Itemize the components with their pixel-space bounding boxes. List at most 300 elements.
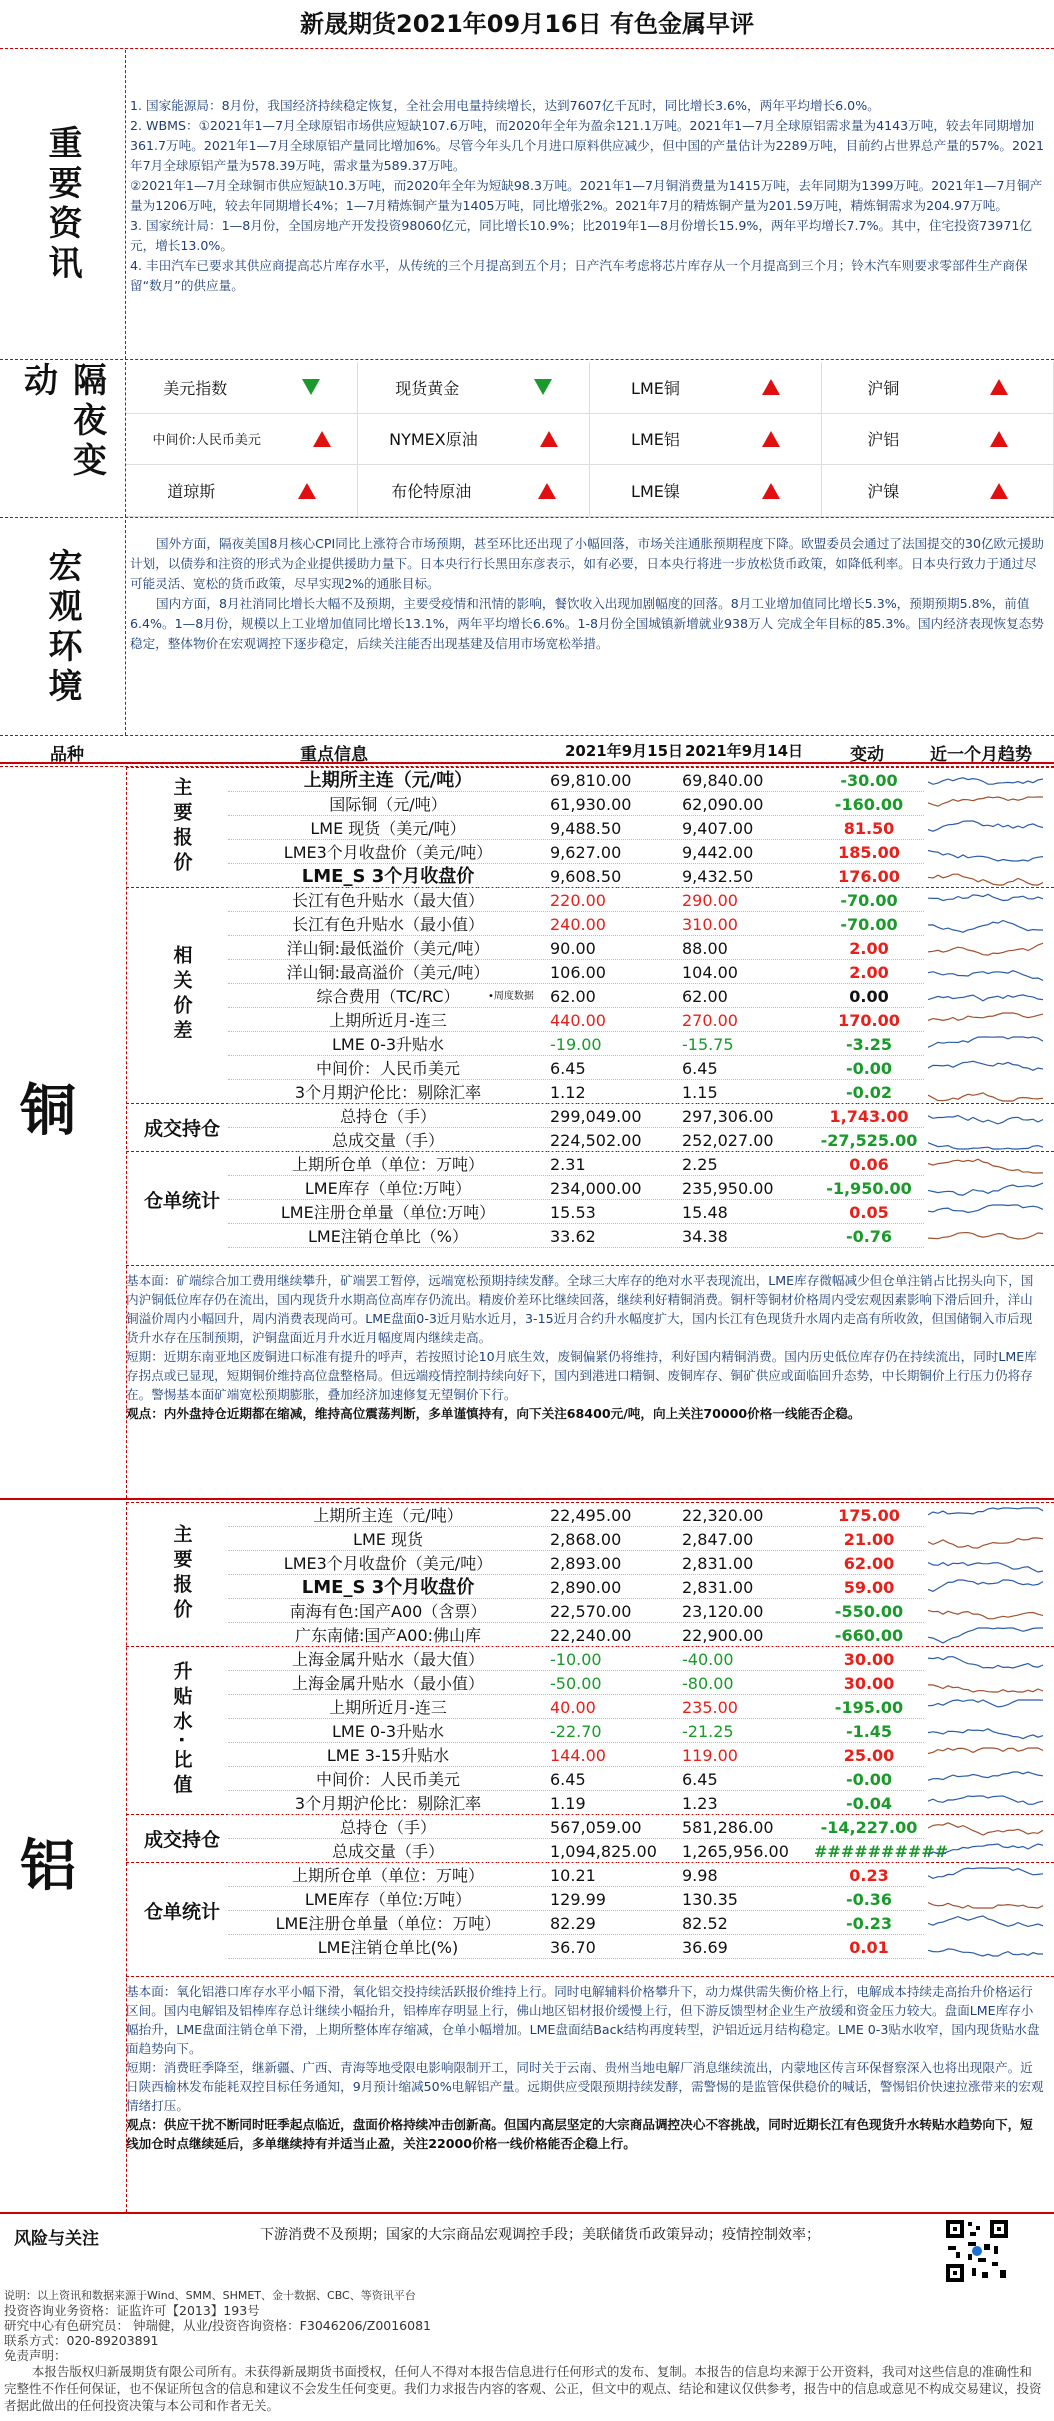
trend-sparkline (928, 939, 1046, 959)
row-label: 长江有色升贴水（最小值） (291, 915, 484, 934)
value-change: -70.00 (840, 891, 898, 910)
value-date1: 9,627.00 (550, 843, 622, 862)
news-item: 2. WBMS：①2021年1—7月全球原铝市场供应短缺107.6万吨，而2020年全年为盈余121.1万吨。2021年1—7月全球原铝需求量为4143万吨，较去年同期增加361.7万吨。2021年1—7月全球原铝产量同比增加6%。尽管今年头几个月进口原料供应减少，但中国的产量估计为2289万吨，目前约占世界总产量的57%。2021年7月全球原铝产量为578.39万吨，需求量为589.37万吨。 (130, 118, 1045, 173)
value-date2: 9,407.00 (682, 819, 754, 838)
table-row (228, 1009, 924, 1032)
sparkline-line (928, 943, 1043, 955)
overnight-item-label: 布伦特原油 (391, 482, 472, 502)
value-date2: 82.52 (682, 1914, 728, 1933)
row-label: 洋山铜:最高溢价（美元/吨） (286, 963, 490, 982)
macro-section (0, 520, 1054, 736)
value-date1: 61,930.00 (550, 795, 632, 814)
value-date1: 40.00 (550, 1698, 596, 1717)
trend-sparkline (928, 1866, 1046, 1886)
sparkline-line (928, 1729, 1043, 1739)
table-row (228, 1696, 924, 1719)
trend-sparkline (928, 1794, 1046, 1814)
value-date2: 235,950.00 (682, 1179, 774, 1198)
sparkline-line (928, 1013, 1043, 1020)
value-date2: 34.38 (682, 1227, 728, 1246)
risk-section (0, 2216, 1054, 2286)
value-date2: 9.98 (682, 1866, 718, 1885)
table-row (228, 1816, 924, 1839)
value-date2: 1,265,956.00 (682, 1842, 789, 1861)
arrow-up-icon (762, 431, 780, 447)
value-date2: 62.00 (682, 987, 728, 1006)
table-row (228, 1201, 924, 1224)
table-row (228, 1624, 924, 1647)
overnight-item-label: 沪铝 (867, 430, 900, 450)
value-date2: 235.00 (682, 1698, 738, 1717)
footer-analyst: 研究中心有色研究员： 钟瑞健，从业/投资咨询资格：F3046206/Z0016081 (4, 2318, 431, 2333)
value-change: 175.00 (838, 1506, 900, 1525)
trend-sparkline (928, 1011, 1046, 1031)
trend-sparkline (928, 1746, 1046, 1766)
macro-paragraph: 国内方面，8月社消同比增长大幅不及预期，主要受疫情和汛情的影响，餐饮收入出现加剧幅度的回落。8月工业增加值同比增长5.3%，预期预期5.8%，前值6.4%。1—8月份，规模以上工业增加值同比增长13.1%，两年平均增长6.6%。1-8月份全国城镇新增就业938万人 完成全年目标的85.3%。国内经济表现恢复态势稳定，整体物价在宏观调控下逐步稳定，后续关注能否出现基建及信用市场宽松举措。 (130, 596, 1044, 651)
footer-license: 投资咨询业务资格：证监许可【2013】193号 (4, 2303, 260, 2318)
value-date2: 15.48 (682, 1203, 728, 1222)
trend-sparkline (928, 1770, 1046, 1790)
value-change: 0.00 (849, 987, 889, 1006)
value-date1: 106.00 (550, 963, 606, 982)
row-label: 上海金属升贴水（最小值） (291, 1674, 484, 1693)
value-date1: 220.00 (550, 891, 606, 910)
row-label: 上期所近月-连三 (329, 1011, 447, 1030)
arrow-up-icon (762, 483, 780, 499)
row-label: 上期所主连（元/吨） (303, 770, 473, 791)
arrow-down-icon (302, 379, 320, 395)
row-label: LME注册仓单量（单位:万吨） (280, 1203, 496, 1222)
value-date2: 297,306.00 (682, 1107, 774, 1126)
copper-label: 铜 (20, 1079, 76, 1144)
qr-code-icon (944, 2218, 1010, 2284)
table-row (228, 889, 924, 912)
macro-paragraph: 国外方面，隔夜美国8月核心CPI同比上涨符合市场预期，甚至环比还出现了小幅回落，市场关注通胀预期程度下降。欧盟委员会通过了法国提交的30亿欧元援助计划，以债券和注资的形式为企业提供援助力量下。日本央行行长黑田东彦表示，如有必要，日本央行将进一步放松货币政策，如降低利率。日本央行致力于通过尽可能灵活、宽松的货币政策，尽早实现2%的通胀目标。 (130, 536, 1044, 591)
overnight-item-label: 沪铜 (867, 378, 900, 398)
value-date2: 88.00 (682, 939, 728, 958)
trend-sparkline (928, 1626, 1046, 1646)
row-label: 广东南储:国产A00:佛山库 (294, 1626, 482, 1645)
value-date1: 6.45 (550, 1059, 586, 1078)
commentary-paragraph: 短期：消费旺季降至，继新疆、广西、青海等地受限电影响限制开工，同时关于云南、贵州当地电解厂消息继续流出，内蒙地区传言环保督察深入也将出现限产。近日陕西榆林发布能耗双控目标任务通知，9月预计缩减50%电解铝产量。远期供应受限预期持续发酵，需警惕的是监管保供稳价的喊话，警惕铝价快速拉涨带来的宏观情绪打压。 (126, 2060, 1044, 2113)
row-label: 3个月期沪伦比：剔除汇率 (294, 1794, 482, 1813)
sparkline-line (928, 1628, 1043, 1643)
row-label: LME注册仓单量（单位：万吨） (275, 1914, 501, 1933)
sparkline-line (928, 1037, 1043, 1047)
table-row (228, 1744, 924, 1767)
trend-sparkline (928, 1059, 1046, 1079)
value-date1: 36.70 (550, 1938, 596, 1957)
trend-sparkline (928, 867, 1046, 887)
arrow-up-icon (990, 483, 1008, 499)
group-label-text: 成交持仓 (143, 1117, 220, 1140)
news-item: ②2021年1—7月全球铜市供应短缺10.3万吨，而2020年全年为短缺98.3万吨。2021年1—7月铜消费量为1415万吨，去年同期为1399万吨。2021年1—7月铜产量为1206万吨，较去年同期增长4%；1—7月精炼铜产量为1405万吨，同比增张2%。2021年7月的精炼铜产量为201.59万吨，精炼铜需求为204.97万吨。 (130, 178, 1043, 213)
value-date1: 2,890.00 (550, 1578, 622, 1597)
table-row (228, 1936, 924, 1959)
value-change: -70.00 (840, 915, 898, 934)
arrow-up-icon (990, 431, 1008, 447)
row-label: 洋山铜:最低溢价（美元/吨） (286, 939, 490, 958)
value-date1: 90.00 (550, 939, 596, 958)
value-date2: 270.00 (682, 1011, 738, 1030)
news-item: 4. 丰田汽车已要求其供应商提高芯片库存水平，从传统的三个月提高到五个月；日产汽车考虑将芯片库存从一个月提高到三个月；铃木汽车则要求零部件生产商保留“数月”的供应量。 (130, 258, 1028, 293)
value-date2: 2,831.00 (682, 1578, 754, 1597)
value-date1: 22,240.00 (550, 1626, 632, 1645)
value-change: ########## (814, 1842, 949, 1861)
sparkline-line (928, 1868, 1043, 1878)
value-date1: 6.45 (550, 1770, 586, 1789)
row-label: 上海金属升贴水（最大值） (291, 1650, 484, 1669)
trend-sparkline (928, 1650, 1046, 1670)
sparkline-line (928, 1772, 1043, 1780)
aluminium-label: 铝 (20, 1834, 76, 1899)
key-news-label: 重要资讯 (42, 124, 82, 285)
value-date1: -19.00 (550, 1035, 602, 1054)
overnight-item-label: LME镍 (631, 482, 680, 502)
value-date1: 234,000.00 (550, 1179, 642, 1198)
sparkline-line (928, 1538, 1043, 1548)
header-change: 变动 (850, 745, 884, 765)
trend-sparkline (928, 1602, 1046, 1622)
overnight-cell (590, 362, 822, 414)
sparkline-line (928, 1183, 1043, 1195)
overnight-cell (822, 465, 1054, 517)
copper-block (0, 766, 1054, 1500)
row-label: LME注销仓单比(%) (317, 1938, 459, 1957)
row-label: 国际铜（元/吨） (329, 795, 447, 814)
table-row (228, 769, 924, 792)
value-date2: 22,320.00 (682, 1506, 764, 1525)
sparkline-line (928, 851, 1043, 862)
table-row (228, 1600, 924, 1623)
overnight-cell (590, 465, 822, 517)
value-date2: -80.00 (682, 1674, 734, 1693)
row-label: LME_S 3个月收盘价 (301, 866, 475, 887)
sparkline-line (928, 1205, 1043, 1213)
table-row (228, 961, 924, 984)
footer-disclaimer: 本报告版权归新晟期货有限公司所有。未获得新晟期货书面授权，任何人不得对本报告信息进行任何形式的发布、复制。本报告的信息均来源于公开资料，我司对这些信息的准确性和完整性不作任何保证，也不保证所包含的信息和建议不会发生任何变更。我们力求报告内容的客观、公正，但文中的观点、结论和建议仅供参考，报告中的信息或意见不构成交易建议，投资者据此做出的任何投资决策与本公司和作者无关。 (4, 2364, 1042, 2413)
value-change: 0.06 (849, 1155, 889, 1174)
row-label: 上期所仓单（单位：万吨） (291, 1866, 484, 1885)
sparkline-line (928, 1685, 1043, 1692)
overnight-section (0, 362, 1054, 518)
value-date1: 299,049.00 (550, 1107, 642, 1126)
page-title: 新晟期货2021年09月16日 有色金属早评 (300, 10, 754, 38)
trend-sparkline (928, 1506, 1046, 1526)
value-date1: -50.00 (550, 1674, 602, 1693)
value-date2: 6.45 (682, 1059, 718, 1078)
sparkline-line (928, 894, 1043, 900)
group-label-text: 相关价差 (170, 945, 193, 1045)
group-label-text: 升贴水·比值 (170, 1660, 193, 1800)
sparkline-line (928, 874, 1043, 885)
al-commentary (126, 1982, 1044, 2153)
arrow-up-icon (540, 431, 558, 447)
commentary-paragraph: 基本面：矿端综合加工费用继续攀升，矿端罢工暂停，远端宽松预期持续发酵。全球三大库存的绝对水平表现流出，LME库存微幅减少但仓单注销占比拐头向下，国内沪铜低位库存仍在流出，国内现货升水期高位高库存仍流出。精废价差环比继续回落，继续利好精铜消费。铜杆等铜材价格周内受宏观因素影响下滑后回升，洋山铜溢价周内小幅回升，周内消费表现尚可。LME盘面0-3近月贴水近月，3-15近月合约升水幅度扩大，国内长江有色现货升水周内走高有所收敛，但国储铜入市后现货升水存在压制预期，沪铜盘面近月升水近月幅度周内继续走高。 (126, 1273, 1034, 1345)
row-label: 中间价：人民币美元 (315, 1059, 460, 1078)
trend-sparkline (928, 1179, 1046, 1199)
arrow-down-icon (534, 379, 552, 395)
arrow-up-icon (762, 379, 780, 395)
value-date1: 2.31 (550, 1155, 586, 1174)
value-date2: 2,831.00 (682, 1554, 754, 1573)
sparkline-line (928, 1610, 1043, 1618)
value-date2: 22,900.00 (682, 1626, 764, 1645)
overnight-cell (822, 414, 1054, 466)
row-label: 综合费用（TC/RC） (316, 987, 460, 1006)
value-date2: 6.45 (682, 1770, 718, 1789)
value-change: -0.23 (845, 1914, 893, 1933)
trend-sparkline (928, 1842, 1046, 1862)
value-date1: 240.00 (550, 915, 606, 934)
value-date2: 252,027.00 (682, 1131, 774, 1150)
table-row (228, 1225, 924, 1248)
value-date2: 69,840.00 (682, 771, 764, 790)
group-label-text: 仓单统计 (143, 1189, 220, 1212)
footer-source: 说明：以上资讯和数据来源于Wind、SMM、SHMET、金十数据、CBC、等资讯平台 (4, 2289, 416, 2302)
row-label-note: •周度数据 (488, 991, 534, 1002)
sparkline-line (928, 1116, 1043, 1124)
overnight-cell (358, 414, 590, 466)
value-change: -1,950.00 (826, 1179, 912, 1198)
cu-group-label (132, 887, 232, 1103)
cu-commentary (126, 1271, 1044, 1423)
value-date1: 1,094,825.00 (550, 1842, 657, 1861)
value-change: 30.00 (843, 1674, 895, 1693)
row-label: 总成交量（手） (331, 1131, 444, 1150)
value-date1: 22,570.00 (550, 1602, 632, 1621)
value-date1: 129.99 (550, 1890, 606, 1909)
value-date1: 1.12 (550, 1083, 586, 1102)
value-change: -0.36 (845, 1890, 893, 1909)
value-change: 59.00 (843, 1578, 895, 1597)
value-date1: 9,488.50 (550, 819, 622, 838)
overnight-cell (126, 362, 358, 414)
value-date1: 224,502.00 (550, 1131, 642, 1150)
value-date2: -21.25 (682, 1722, 734, 1741)
row-label: LME库存（单位:万吨） (304, 1179, 472, 1198)
table-row (228, 841, 924, 864)
al-group-label (132, 1502, 232, 1646)
trend-sparkline (928, 1914, 1046, 1934)
trend-sparkline (928, 891, 1046, 911)
overnight-grid (126, 362, 1054, 517)
value-change: -660.00 (834, 1626, 904, 1645)
trend-sparkline (928, 1083, 1046, 1103)
table-row (228, 913, 924, 936)
al-group-label (132, 1646, 232, 1814)
value-date2: 2.25 (682, 1155, 718, 1174)
row-label: 上期所主连（元/吨） (313, 1506, 463, 1525)
value-date1: 2,893.00 (550, 1554, 622, 1573)
footer-disclaimer-title: 免责声明： (4, 2348, 67, 2363)
sparkline-line (928, 1061, 1043, 1070)
row-label: LME3个月收盘价（美元/吨） (283, 1554, 493, 1573)
row-label: LME 0-3升贴水 (331, 1722, 445, 1741)
table-row (228, 1792, 924, 1815)
value-date1: 82.29 (550, 1914, 596, 1933)
value-date1: 1.19 (550, 1794, 586, 1813)
value-date1: -22.70 (550, 1722, 602, 1741)
overnight-item-label: 沪镍 (867, 482, 900, 502)
sparkline-line (928, 778, 1043, 785)
trend-sparkline (928, 843, 1046, 863)
group-label-text: 主要报价 (170, 1524, 193, 1624)
al-group-label (132, 1814, 232, 1862)
row-label: LME注销仓单比（%） (307, 1227, 469, 1246)
row-label: 上期所仓单（单位：万吨） (291, 1155, 484, 1174)
row-label: 总成交量（手） (331, 1842, 444, 1861)
table-row (228, 1888, 924, 1911)
row-label: LME 现货（美元/吨） (310, 819, 466, 838)
value-change: 25.00 (843, 1746, 895, 1765)
sparkline-line (928, 1700, 1043, 1707)
sparkline-line (928, 1508, 1043, 1515)
row-label: 总持仓（手） (339, 1107, 436, 1126)
value-change: -3.25 (845, 1035, 893, 1054)
table-row (228, 1672, 924, 1695)
value-date1: 567,059.00 (550, 1818, 642, 1837)
table-row (228, 1153, 924, 1176)
sparkline-line (928, 1657, 1043, 1668)
trend-sparkline (928, 819, 1046, 839)
value-date1: 62.00 (550, 987, 596, 1006)
table-row (228, 1840, 949, 1863)
value-date2: -40.00 (682, 1650, 734, 1669)
value-date2: 36.69 (682, 1938, 728, 1957)
risk-label: 风险与关注 (14, 2229, 99, 2249)
sparkline-line (928, 1903, 1043, 1908)
value-change: 0.23 (849, 1866, 889, 1885)
trend-sparkline (928, 1203, 1046, 1223)
table-row (228, 1033, 924, 1056)
sparkline-line (928, 1563, 1043, 1572)
commentary-paragraph: 短期：近期东南亚地区废铜进口标准有提升的呼声，若按照讨论10月底生效，废铜偏紧仍将维持，利好国内精铜消费。国内历史低位库存仍在持续流出，同时LME库存拐点或已显现，短期铜价维持高位盘整格局。但远端疫情控制持续向好下，国内到港进口精铜、废铜库存、铜矿供应或面临回升态势，中长期铜价上行压力仍将存在。警惕基本面矿端宽松预期膨胀，叠加经济加速修复无望铜价下行。 (126, 1349, 1037, 1402)
value-date1: 9,608.50 (550, 867, 622, 886)
table-row (228, 1768, 924, 1791)
trend-sparkline (928, 1530, 1046, 1550)
table-row (228, 1528, 924, 1551)
value-change: 81.50 (843, 819, 895, 838)
value-change: 21.00 (843, 1530, 895, 1549)
table-row (228, 1576, 924, 1599)
overnight-cell (358, 465, 590, 517)
value-change: -195.00 (834, 1698, 904, 1717)
sparkline-line (928, 1796, 1043, 1804)
table-row (228, 1912, 924, 1935)
value-change: 185.00 (838, 843, 900, 862)
table-row (228, 1552, 924, 1575)
group-label-text: 主要报价 (170, 777, 193, 877)
header-trend: 近一个月趋势 (930, 745, 1032, 765)
macro-text (130, 534, 1046, 654)
value-date2: 62,090.00 (682, 795, 764, 814)
overnight-cell (126, 414, 358, 466)
overnight-cell (358, 362, 590, 414)
row-label: LME库存（单位:万吨） (304, 1890, 472, 1909)
overnight-item-label: LME铜 (631, 378, 680, 398)
trend-sparkline (928, 963, 1046, 983)
table-row (228, 985, 924, 1008)
sparkline-line (928, 821, 1043, 831)
table-row (228, 793, 924, 816)
overnight-item-label: 现货黄金 (395, 378, 460, 398)
overnight-item-label: NYMEX原油 (389, 430, 478, 450)
overnight-item-label: LME铝 (631, 430, 680, 450)
row-label: 长江有色升贴水（最大值） (291, 891, 484, 910)
overnight-label: 隔夜变动 (17, 362, 107, 482)
sparkline-line (928, 1159, 1043, 1173)
table-row (228, 817, 924, 840)
table-row (228, 937, 924, 960)
value-change: -27,525.00 (820, 1131, 918, 1150)
value-date1: -10.00 (550, 1650, 602, 1669)
value-change: -30.00 (840, 771, 898, 790)
table-header (0, 738, 1054, 764)
value-change: -550.00 (834, 1602, 904, 1621)
trend-sparkline (928, 1578, 1046, 1598)
sparkline-line (928, 1916, 1043, 1926)
value-change: 62.00 (843, 1554, 895, 1573)
news-item: 3. 国家统计局：1—8月份，全国房地产开发投资98060亿元，同比增长10.9%；比2019年1—8月份增长15.9%，两年平均增长7.7%。其中，住宅投资73971亿元，增长13.0%。 (130, 218, 1032, 253)
value-change: 0.05 (849, 1203, 889, 1222)
aluminium-block (0, 1502, 1054, 2214)
key-news-list (130, 96, 1046, 296)
arrow-up-icon (298, 483, 316, 499)
value-date1: 2,868.00 (550, 1530, 622, 1549)
trend-sparkline (928, 1227, 1046, 1247)
table-row (228, 1105, 924, 1128)
overnight-item-label: 中间价:人民币美元 (152, 433, 261, 449)
value-change: 2.00 (849, 963, 889, 982)
table-row (228, 1129, 924, 1152)
header-date2: 2021年9月14日 (685, 742, 804, 760)
value-date1: 144.00 (550, 1746, 606, 1765)
value-date2: 310.00 (682, 915, 738, 934)
header-date1: 2021年9月15日 (565, 742, 684, 760)
arrow-up-icon (990, 379, 1008, 395)
value-date1: 69,810.00 (550, 771, 632, 790)
row-label: LME 现货 (353, 1530, 423, 1549)
trend-sparkline (928, 1107, 1046, 1127)
sparkline-line (928, 1844, 1043, 1855)
overnight-cell (822, 362, 1054, 414)
trend-sparkline (928, 1890, 1046, 1910)
trend-sparkline (928, 987, 1046, 1007)
sparkline-line (928, 1143, 1043, 1149)
row-label: LME_S 3个月收盘价 (301, 1577, 475, 1598)
value-change: 30.00 (843, 1650, 895, 1669)
table-row (228, 865, 924, 888)
value-date2: 9,442.00 (682, 843, 754, 862)
arrow-up-icon (313, 431, 331, 447)
value-date2: 581,286.00 (682, 1818, 774, 1837)
value-date2: 290.00 (682, 891, 738, 910)
value-change: 1,743.00 (829, 1107, 909, 1126)
header-key: 重点信息 (300, 745, 368, 765)
value-change: 0.01 (849, 1938, 889, 1957)
trend-sparkline (928, 915, 1046, 935)
sparkline-line (928, 1748, 1043, 1754)
value-date2: 23,120.00 (682, 1602, 764, 1621)
commentary-paragraph: 观点：供应干扰不断同时旺季起点临近，盘面价格持续冲击创新高。但国内高层坚定的大宗商品调控决心不容挑战，同时近期长江有色现货升水转贴水趋势向下，短线加仓时点继续延后，多单继续持有并适当止盈，关注22000价格一线价格能否企稳上行。 (126, 2117, 1033, 2151)
trend-sparkline (928, 1674, 1046, 1694)
table-row (228, 1648, 924, 1671)
row-label: LME 0-3升贴水 (331, 1035, 445, 1054)
value-change: 176.00 (838, 867, 900, 886)
sparkline-line (928, 995, 1043, 1001)
risk-text: 下游消费不及预期；国家的大宗商品宏观调控手段；美联储货币政策异动；疫情控制效率； (260, 2227, 820, 2243)
